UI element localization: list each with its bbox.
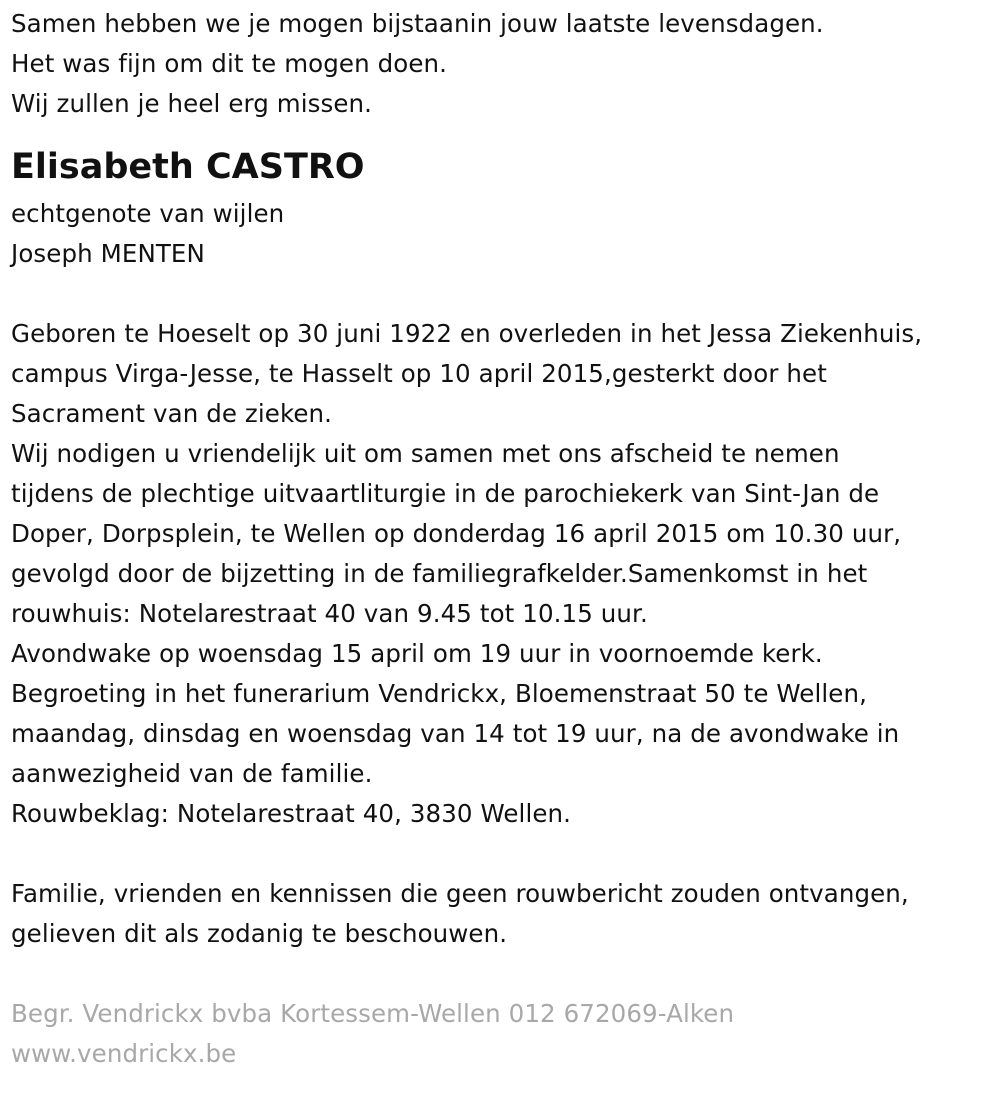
body-line: Avondwake op woensdag 15 april om 19 uur in voornoemde kerk. — [11, 639, 823, 668]
intro-line: Het was fijn om dit te mogen doen. — [11, 49, 448, 78]
intro-line: Wij zullen je heel erg missen. — [11, 89, 373, 118]
body-line: gevolgd door de bijzetting in de familiegrafkelder.Samenkomst in het — [11, 559, 868, 588]
body-line: Geboren te Hoeselt op 30 juni 1922 en overleden in het Jessa Ziekenhuis, — [11, 319, 923, 348]
notice-line: gelieven dit als zodanig te beschouwen. — [11, 919, 508, 948]
relation-line: echtgenote van wijlen — [11, 199, 285, 228]
body-line: aanwezigheid van de familie. — [11, 759, 373, 788]
relation-line: Joseph MENTEN — [11, 239, 205, 268]
body-line: Wij nodigen u vriendelijk uit om samen met ons afscheid te nemen — [11, 439, 840, 468]
body-line: tijdens de plechtige uitvaartliturgie in de parochiekerk van Sint-Jan de — [11, 479, 880, 508]
spacer — [11, 954, 1000, 994]
website-link[interactable]: www.vendrickx.be — [11, 1039, 237, 1068]
body-line: Begroeting in het funerarium Vendrickx, Bloemenstraat 50 te Wellen, — [11, 679, 867, 708]
body-line: rouwhuis: Notelarestraat 40 van 9.45 tot 10.15 uur. — [11, 599, 648, 628]
intro-section — [11, 4, 1000, 124]
footer — [11, 994, 1000, 1074]
notice-section — [11, 874, 1000, 954]
body-line: Sacrament van de zieken. — [11, 399, 333, 428]
body-line: Doper, Dorpsplein, te Wellen op donderdag 16 april 2015 om 10.30 uur, — [11, 519, 902, 548]
undertaker-info: Begr. Vendrickx bvba Kortessem-Wellen 012 672069-Alken — [11, 999, 735, 1028]
deceased-name: Elisabeth CASTRO — [11, 147, 365, 187]
body-section — [11, 314, 1000, 834]
notice-line: Familie, vrienden en kennissen die geen rouwbericht zouden ontvangen, — [11, 879, 909, 908]
body-line: campus Virga-Jesse, te Hasselt op 10 april 2015,gesterkt door het — [11, 359, 827, 388]
body-line: Rouwbeklag: Notelarestraat 40, 3830 Wellen. — [11, 799, 572, 828]
relation-section — [11, 194, 1000, 274]
spacer — [11, 834, 1000, 874]
body-line: maandag, dinsdag en woensdag van 14 tot 19 uur, na de avondwake in — [11, 719, 900, 748]
intro-line: Samen hebben we je mogen bijstaanin jouw laatste levensdagen. — [11, 9, 824, 38]
spacer — [11, 274, 1000, 314]
